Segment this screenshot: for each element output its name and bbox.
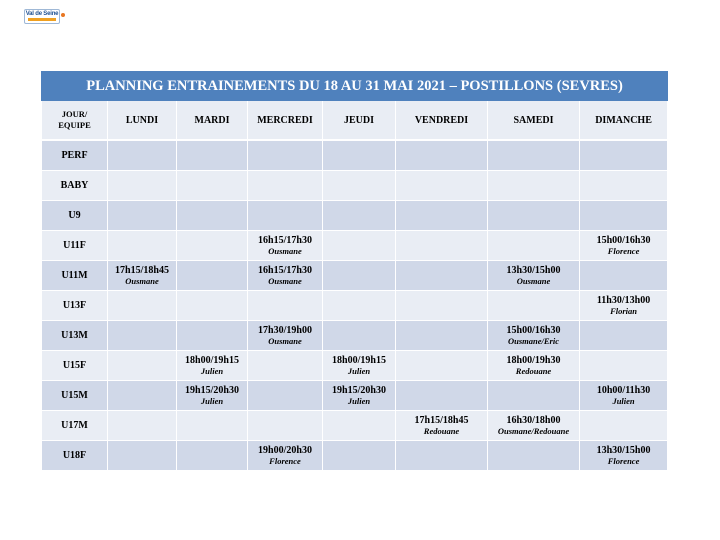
table-row [42, 200, 668, 230]
slot-time: 17h30/19h00 [258, 324, 312, 336]
slot-coach: Julien [347, 395, 371, 406]
schedule-cell [488, 260, 580, 290]
slot-coach: Julien [612, 395, 635, 406]
schedule-cell [396, 350, 488, 380]
team-label: U15M [42, 380, 108, 410]
slot-time: 16h30/18h00 [506, 414, 561, 426]
team-label: U13M [42, 320, 108, 350]
logo-stripe [28, 18, 56, 21]
table-row [42, 140, 668, 170]
schedule-cell [396, 200, 488, 230]
schedule-cell [323, 170, 396, 200]
schedule-cell [396, 410, 488, 440]
slot-coach: Ousmane [268, 245, 302, 256]
slot-time: 15h00/16h30 [596, 234, 651, 246]
slot-coach: Ousmane [516, 275, 551, 286]
schedule-cell [177, 380, 248, 410]
team-label: U15F [42, 350, 108, 380]
schedule-cell [323, 290, 396, 320]
schedule-cell [580, 350, 668, 380]
slot-coach: Julien [200, 365, 224, 376]
slot-time: 13h30/15h00 [506, 264, 561, 276]
table-row [42, 440, 668, 470]
slot-coach: Ousmane [268, 275, 302, 286]
schedule-cell [177, 410, 248, 440]
day-header-mardi: MARDI [177, 101, 248, 141]
schedule-cell [177, 230, 248, 260]
day-header-dimanche: DIMANCHE [580, 101, 668, 141]
schedule-cell [488, 380, 580, 410]
slot-coach: Ousmane/Redouane [497, 425, 570, 436]
schedule-cell [108, 170, 177, 200]
team-label: PERF [42, 140, 108, 170]
corner-line-1: JOUR/ [61, 109, 88, 119]
schedule-cell [396, 320, 488, 350]
schedule-cell [323, 350, 396, 380]
schedule-cell [108, 350, 177, 380]
schedule-cell [108, 140, 177, 170]
schedule-cell [177, 440, 248, 470]
table-row [42, 170, 668, 200]
schedule-cell [323, 320, 396, 350]
schedule-cell [108, 380, 177, 410]
slot-coach: Ousmane [268, 335, 302, 346]
slot-time: 19h00/20h30 [258, 444, 312, 456]
schedule-cell [323, 380, 396, 410]
slot-time: 17h15/18h45 [115, 264, 169, 276]
schedule-cell [108, 320, 177, 350]
slot-coach: Florence [607, 455, 640, 466]
day-header-jeudi: JEUDI [323, 101, 396, 141]
schedule-cell [396, 440, 488, 470]
schedule-cell [248, 170, 323, 200]
schedule-cell [580, 200, 668, 230]
corner-line-2: EQUIPE [58, 120, 91, 130]
schedule-cell [323, 200, 396, 230]
schedule-cell [323, 140, 396, 170]
schedule-cell [108, 440, 177, 470]
slot-time: 16h15/17h30 [258, 234, 312, 246]
schedule-cell [488, 230, 580, 260]
schedule-cell [248, 290, 323, 320]
schedule-cell [580, 290, 668, 320]
schedule-cell [488, 350, 580, 380]
slot-time: 10h00/11h30 [596, 384, 651, 396]
planning-table [41, 71, 668, 471]
day-header-vendredi: VENDREDI [396, 101, 488, 141]
schedule-cell [396, 170, 488, 200]
slot-coach: Ousmane [125, 275, 159, 286]
schedule-cell [396, 140, 488, 170]
schedule-cell [396, 260, 488, 290]
schedule-cell [323, 230, 396, 260]
schedule-cell [108, 200, 177, 230]
schedule-cell [488, 440, 580, 470]
schedule-cell [396, 380, 488, 410]
slot-coach: Ousmane/Eric [507, 335, 559, 346]
slot-time: 17h15/18h45 [414, 414, 469, 426]
schedule-cell [323, 260, 396, 290]
table-row [42, 290, 668, 320]
slot-time: 16h15/17h30 [258, 264, 312, 276]
slot-time: 19h15/20h30 [185, 384, 239, 396]
planning-title: PLANNING ENTRAINEMENTS DU 18 AU 31 MAI 2021 – POSTILLONS (SEVRES) [42, 72, 668, 101]
schedule-cell [488, 140, 580, 170]
slot-time: 11h30/13h00 [596, 294, 651, 306]
schedule-cell [580, 320, 668, 350]
schedule-cell [580, 410, 668, 440]
logo-dot [61, 13, 65, 17]
club-logo [24, 9, 68, 23]
slot-coach: Florian [610, 305, 637, 316]
schedule-cell [108, 410, 177, 440]
schedule-cell [248, 260, 323, 290]
schedule-cell [108, 230, 177, 260]
slot-coach: Redouane [515, 365, 552, 376]
schedule-cell [177, 350, 248, 380]
schedule-cell [488, 410, 580, 440]
schedule-cell [248, 200, 323, 230]
planning-body [42, 140, 668, 470]
schedule-cell [396, 230, 488, 260]
slot-coach: Florence [269, 455, 301, 466]
day-header-samedi: SAMEDI [488, 101, 580, 141]
day-header-mercredi: MERCREDI [248, 101, 323, 141]
table-row [42, 260, 668, 290]
schedule-cell [580, 440, 668, 470]
schedule-cell [580, 380, 668, 410]
table-row [42, 320, 668, 350]
slot-time: 15h00/16h30 [506, 324, 561, 336]
schedule-cell [177, 140, 248, 170]
logo-text: Val de Seine [25, 11, 59, 17]
slot-time: 13h30/15h00 [596, 444, 651, 456]
schedule-cell [177, 170, 248, 200]
slot-time: 19h15/20h30 [332, 384, 386, 396]
schedule-cell [248, 140, 323, 170]
team-label: BABY [42, 170, 108, 200]
schedule-cell [108, 260, 177, 290]
table-row [42, 410, 668, 440]
table-row [42, 350, 668, 380]
schedule-cell [177, 290, 248, 320]
schedule-cell [108, 290, 177, 320]
team-label: U11M [42, 260, 108, 290]
table-row [42, 380, 668, 410]
schedule-cell [177, 200, 248, 230]
schedule-cell [248, 230, 323, 260]
slot-time: 18h00/19h30 [506, 354, 561, 366]
schedule-cell [488, 200, 580, 230]
day-header-lundi: LUNDI [108, 101, 177, 141]
team-label: U9 [42, 200, 108, 230]
schedule-cell [580, 260, 668, 290]
team-label: U17M [42, 410, 108, 440]
schedule-cell [580, 140, 668, 170]
schedule-cell [248, 440, 323, 470]
slot-coach: Julien [200, 395, 224, 406]
schedule-cell [177, 320, 248, 350]
schedule-cell [580, 170, 668, 200]
schedule-cell [488, 290, 580, 320]
team-label: U11F [42, 230, 108, 260]
slot-coach: Julien [347, 365, 371, 376]
team-label: U13F [42, 290, 108, 320]
schedule-cell [248, 350, 323, 380]
table-row [42, 230, 668, 260]
team-label: U18F [42, 440, 108, 470]
corner-header [42, 101, 108, 141]
club-logo-icon [24, 9, 60, 24]
schedule-cell [323, 440, 396, 470]
schedule-cell [248, 320, 323, 350]
slot-coach: Florence [607, 245, 640, 256]
schedule-cell [488, 320, 580, 350]
slot-time: 18h00/19h15 [185, 354, 239, 366]
schedule-cell [248, 380, 323, 410]
schedule-cell [177, 260, 248, 290]
schedule-cell [488, 170, 580, 200]
schedule-cell [323, 410, 396, 440]
schedule-cell [580, 230, 668, 260]
schedule-cell [248, 410, 323, 440]
slot-coach: Redouane [423, 425, 460, 436]
schedule-cell [396, 290, 488, 320]
slot-time: 18h00/19h15 [332, 354, 386, 366]
